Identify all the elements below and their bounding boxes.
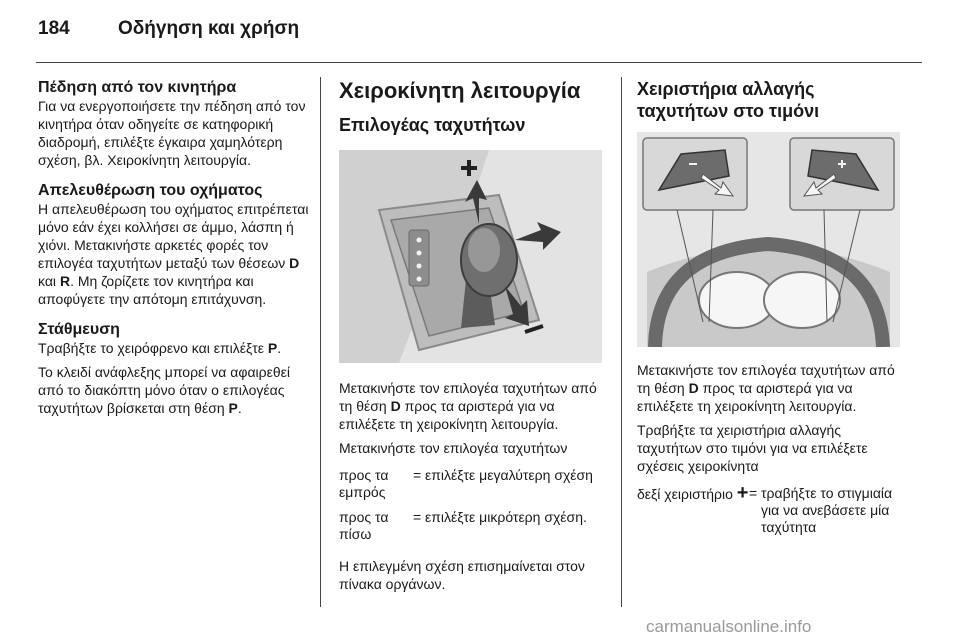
definition-equals: = [749,485,758,501]
definition-equals: = [413,509,422,525]
right-column [637,78,902,544]
instruction-text [637,361,902,415]
section-heading: Πέδηση από τον κινητήρα [38,79,237,96]
text-run: Τραβήξτε το χειρόφρενο και επιλέξτε [38,340,268,356]
header-rule [36,62,922,63]
definition-value: επιλέξτε μεγαλύτερη σχέση [425,467,593,483]
definition-equals: = [413,467,422,483]
page-header-title: Οδήγηση και χρήση [118,18,300,39]
column-divider-2 [621,77,622,607]
definition-key: προς τα εμπρός [339,467,389,500]
gear-label-p: P [228,400,238,416]
section-title: Χειροκίνητη λειτουργία [339,78,581,103]
text-run: προς τα αριστερά για να επιλέξετε τη χειροκίνητη λειτουργία. [339,398,559,432]
text-run: δεξί χειριστήριο [637,486,733,502]
column-divider-1 [320,77,321,607]
text-run: . [237,400,242,416]
instruction-text: Η επιλεγμένη σχέση επισημαίνεται στον πίνακα οργάνων. [339,558,585,592]
steering-paddles-illustration [637,132,900,347]
section-text [38,339,310,357]
section-parking [38,320,310,417]
watermark: carmanualsonline.info [646,617,812,636]
section-rocking-vehicle [38,181,310,308]
gear-label-r: R [59,273,71,289]
definition-row [339,467,604,501]
instruction-text: Μετακινήστε τον επιλογέα ταχυτήτων [339,440,568,456]
text-run: . Μη ζορίζετε τον κινητήρα και αποφύγετε την απότομη επιτάχυνση. [38,273,267,307]
section-engine-braking [38,78,310,169]
text-run: Μετακινήστε τον επιλογέα ταχυτήτων από τη θέση [339,380,597,414]
left-column [38,78,310,429]
instruction-text: Τραβήξτε τα χειριστήρια αλλαγής ταχυτήτων στο τιμόνι για να επιλέξετε σχέσεις χειροκίνητα [637,422,868,474]
gear-label-p: P [267,340,278,356]
gear-label-d: D [688,380,699,396]
section-heading: Στάθμευση [38,321,120,338]
text-run: Η απελευθέρωση του οχήματος επιτρέπεται μόνο εάν έχει κολλήσει σε άμμο, λάσπη ή χιόνι. Μετακινήστε αρκετές φορές τον επιλογέα ταχυτήτων μεταξύ των θέσεων [38,201,309,271]
definition-key: προς τα πίσω [339,509,389,542]
definition-row [637,482,902,536]
text-run: προς τα αριστερά για να επιλέξετε τη χειροκίνητη λειτουργία. [637,380,857,414]
section-text [38,363,310,417]
plus-icon: + [736,482,749,504]
gear-label-d: D [390,398,401,414]
section-title: Χειριστήρια αλλαγής ταχυτήτων στο τιμόνι [637,79,820,121]
text-run: . [277,340,282,356]
text-run: και [38,273,60,289]
definition-value: επιλέξτε μικρότερη σχέση. [425,509,587,525]
section-text [38,200,310,308]
gear-label-d: D [289,255,300,271]
gear-selector-drawing [339,150,602,363]
instruction-text [339,379,604,433]
middle-column [339,78,604,599]
definition-key [637,482,749,536]
gear-selector-illustration [339,150,602,363]
text-run: Το κλειδί ανάφλεξης μπορεί να αφαιρεθεί από το διακόπτη μόνο όταν ο επιλογέας ταχυτήτων βρίσκεται στη θέση [38,364,290,416]
steering-paddles-drawing [637,132,900,347]
section-subtitle: Επιλογέας ταχυτήτων [339,115,526,135]
section-heading: Απελευθέρωση του οχήματος [38,182,263,199]
page-number: 184 [38,18,70,39]
definition-value: τραβήξτε το στιγμιαία για να ανεβάσετε μία ταχύτητα [761,485,893,535]
definition-row [339,509,604,543]
section-text: Για να ενεργοποιήσετε την πέδηση από τον κινητήρα όταν οδηγείτε σε κατηφορική διαδρομή, επιλέξτε έγκαιρα χαμηλότερη σχέση, βλ. Χειροκίνητη λειτουργία. [38,98,306,168]
text-run: Μετακινήστε τον επιλογέα ταχυτήτων από τη θέση [637,362,895,396]
